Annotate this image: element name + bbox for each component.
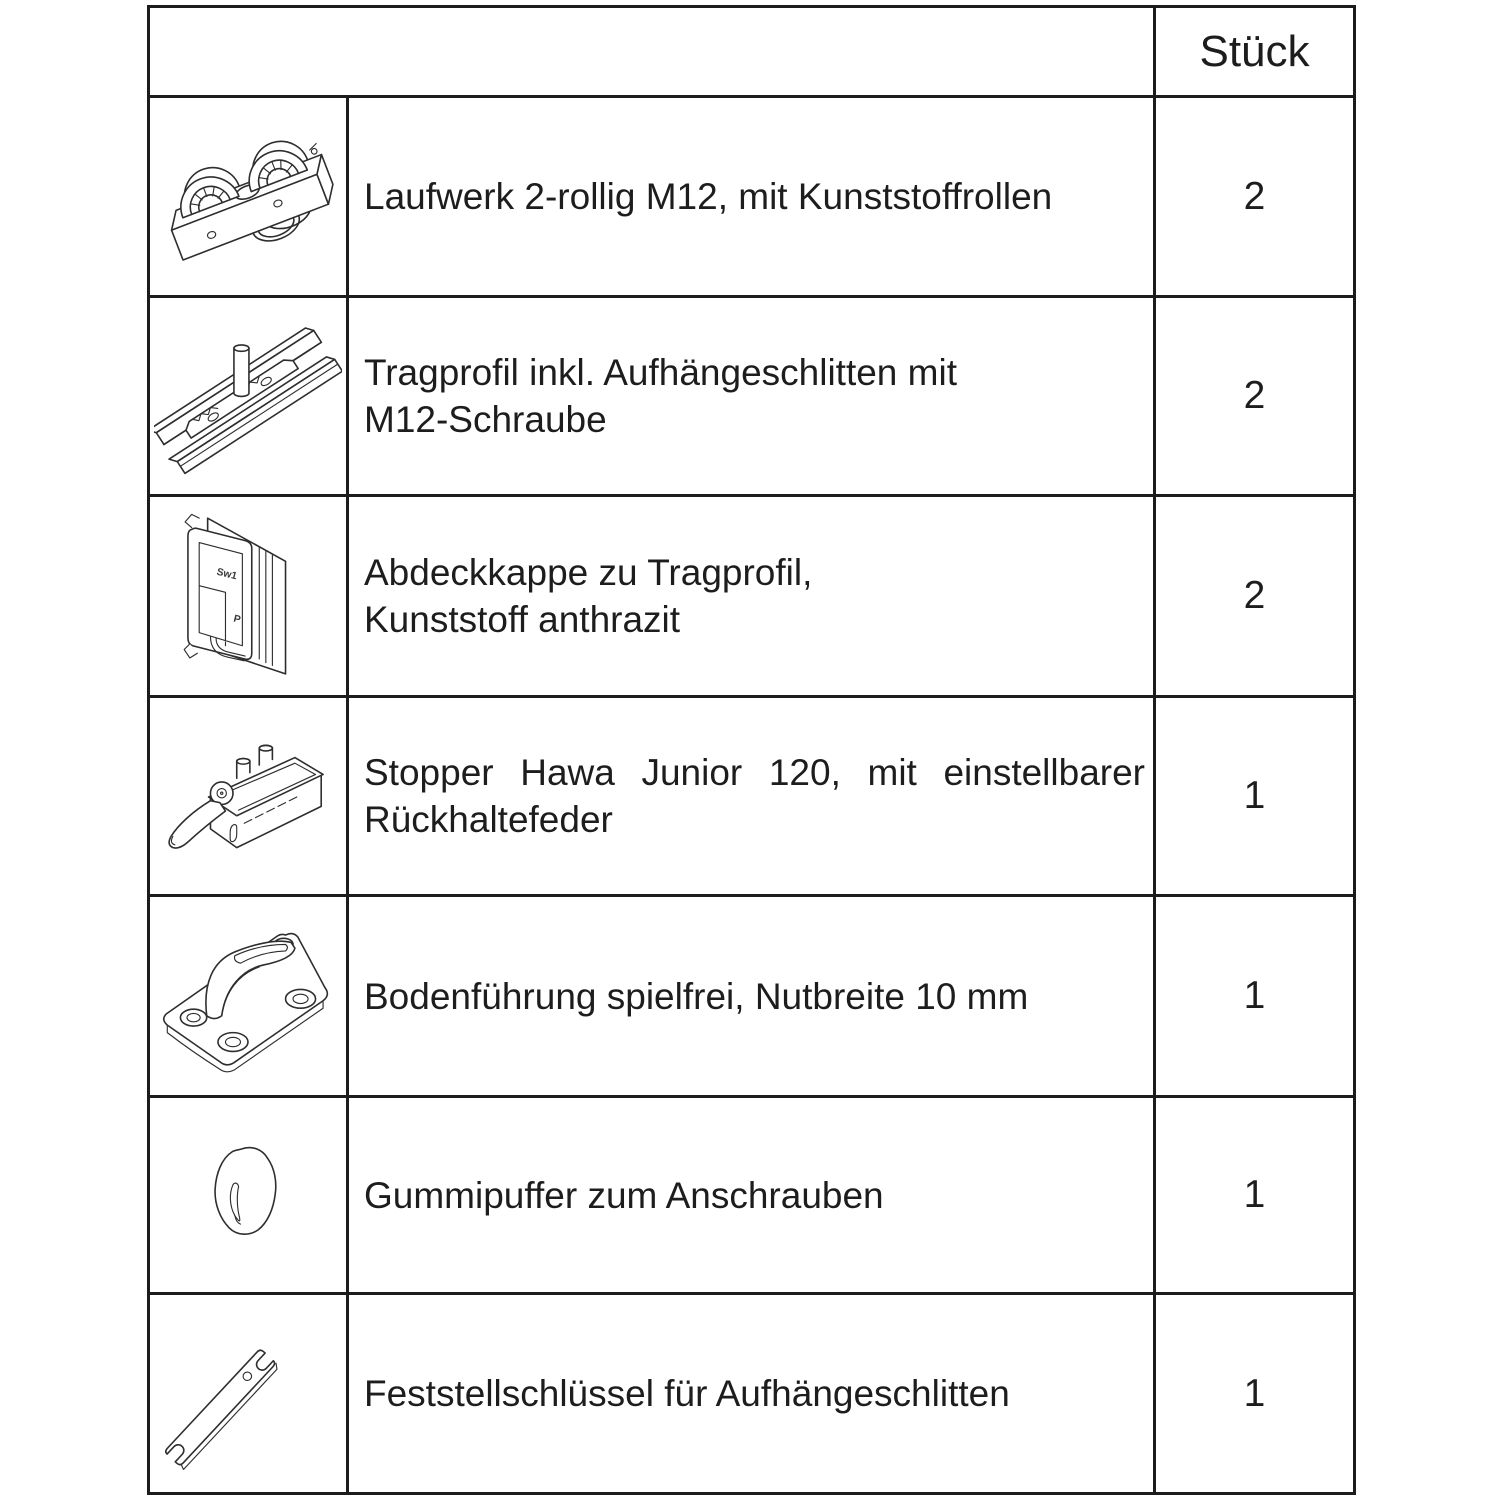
description-line: Rückhaltefeder xyxy=(364,799,613,841)
carrier-profile-with-bolt-illustration xyxy=(154,305,342,488)
qty-value: 2 xyxy=(1243,174,1266,218)
description-line: Abdeckkappe zu Tragprofil, xyxy=(364,552,813,594)
description-line: Kunststoff anthrazit xyxy=(364,599,681,641)
qty-value: 2 xyxy=(1243,574,1266,618)
description-cell xyxy=(348,1096,1155,1294)
description-cell xyxy=(348,696,1155,896)
roller-carriage-illustration xyxy=(154,105,342,288)
stopper-with-retaining-spring-illustration xyxy=(154,705,342,888)
rubber-buffer-illustration xyxy=(154,1104,342,1287)
header-empty-cell xyxy=(149,7,1155,97)
qty-value: 1 xyxy=(1243,1371,1266,1415)
table-header-row xyxy=(149,7,1355,97)
qty-value: 1 xyxy=(1243,774,1266,818)
description-line: Gummipuffer zum Anschrauben xyxy=(364,1174,884,1216)
table-row xyxy=(149,1294,1355,1494)
illustration-cell xyxy=(149,496,348,697)
description-line: Tragprofil inkl. Aufhängeschlitten mit xyxy=(364,352,957,394)
illustration-cell xyxy=(149,696,348,896)
description-cell xyxy=(348,296,1155,496)
parts-table xyxy=(147,5,1356,1495)
table-row xyxy=(149,296,1355,496)
header-qty-cell xyxy=(1155,7,1355,97)
table-row xyxy=(149,496,1355,697)
description-line: Bodenführung spielfrei, Nutbreite 10 mm xyxy=(364,975,1029,1017)
qty-value: 1 xyxy=(1243,1173,1266,1217)
qty-value: 2 xyxy=(1243,374,1266,418)
illustration-cell xyxy=(149,296,348,496)
qty-cell xyxy=(1155,1294,1355,1494)
illustration-cell xyxy=(149,896,348,1097)
description-line: M12-Schraube xyxy=(364,399,607,441)
locking-key-illustration xyxy=(154,1302,342,1485)
description-cell xyxy=(348,896,1155,1097)
description-line: Feststellschlüssel für Aufhängeschlitten xyxy=(364,1373,1010,1415)
description-cell xyxy=(348,496,1155,697)
qty-column-label: Stück xyxy=(1199,26,1310,76)
description-cell xyxy=(348,1294,1155,1494)
description-line: Laufwerk 2-rollig M12, mit Kunststoffrollen xyxy=(364,176,1053,217)
cap-engraving: Sw1 xyxy=(215,566,239,582)
qty-cell xyxy=(1155,1096,1355,1294)
table-row xyxy=(149,97,1355,297)
table-row xyxy=(149,1096,1355,1294)
illustration-cell xyxy=(149,1294,348,1494)
qty-cell xyxy=(1155,296,1355,496)
illustration-cell xyxy=(149,1096,348,1294)
illustration-cell xyxy=(149,97,348,297)
qty-cell xyxy=(1155,896,1355,1097)
qty-value: 1 xyxy=(1243,974,1266,1018)
cover-cap-illustration xyxy=(154,505,342,688)
qty-cell xyxy=(1155,696,1355,896)
floor-guide-illustration xyxy=(154,905,342,1088)
description-cell xyxy=(348,97,1155,297)
table-row xyxy=(149,696,1355,896)
qty-cell xyxy=(1155,496,1355,697)
cap-engraving: P xyxy=(232,613,242,626)
table-row xyxy=(149,896,1355,1097)
description-line: Stopper Hawa Junior 120, mit einstellbarer xyxy=(364,752,1145,794)
qty-cell xyxy=(1155,97,1355,297)
